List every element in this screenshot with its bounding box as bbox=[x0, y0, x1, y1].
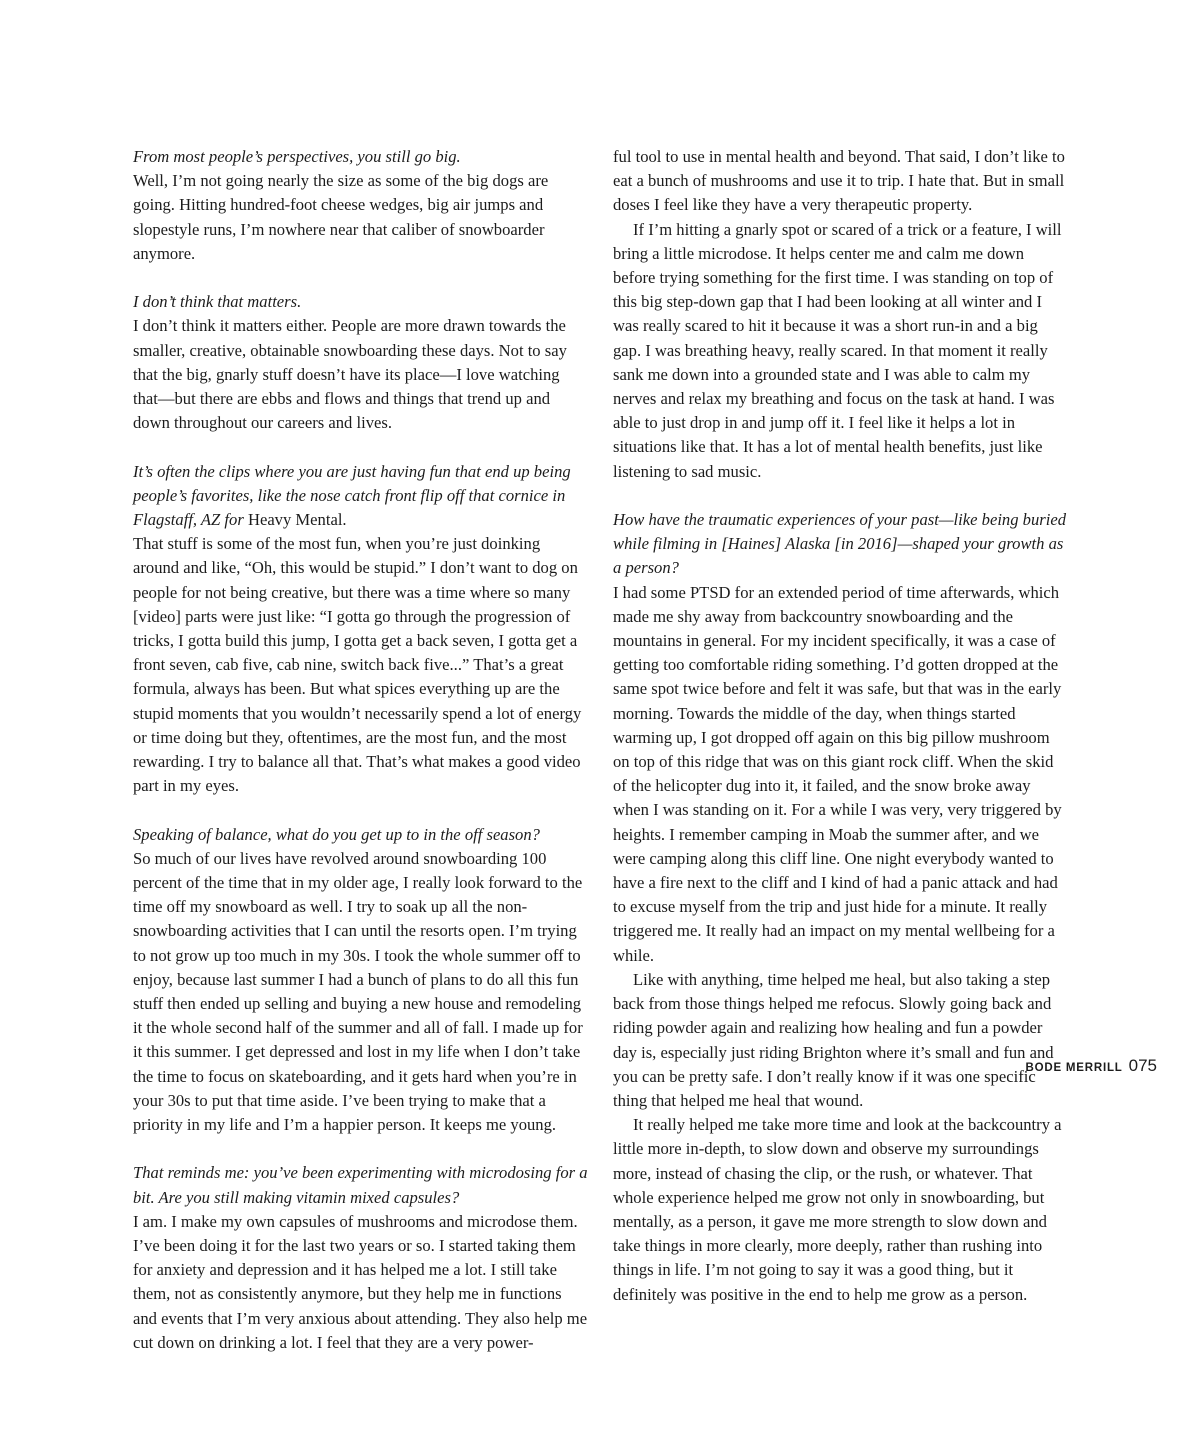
question: It’s often the clips where you are just having fun that end up being people’s favorites, like the nose catch front flip off that cornice in Flagstaff, AZ for bbox=[133, 461, 571, 530]
answer: So much of our lives have revolved around snowboarding 100 percent of the time that in my older age, I really look forward to the time off my snowboard as well. I try to soak up all the non-snowboarding activities that I can until the resorts open. I’m trying to not grow up too much in my 30s. I took the whole summer off to enjoy, because last summer I had a bunch of plans to do all this fun stuff then ended up selling and buying a new house and remodeling it the whole second half of the summer and all of fall. I made up for it this summer. I get depressed and lost in my life when I don’t take the time to focus on skateboarding, and it gets hard when you’re in your 30s to put that time aside. I’ve been trying to make that a priority in my life and I’m a happier person. It keeps me young. bbox=[133, 848, 583, 1135]
qa-block-5 bbox=[133, 1161, 588, 1355]
question: From most people’s perspectives, you still go big. bbox=[133, 147, 461, 166]
paragraph: It really helped me take more time and look at the backcountry a little more in-depth, to slow down and observe my surroundings more, instead of chasing the clip, or the rush, or whatever. That whole experience helped me grow not only in snowboarding, but mentally, as a person, it gave me more strength to slow down and take things in more clearly, more deeply, rather than rushing into things in life. I’m not going to say it was a good thing, but it definitely was positive in the end to help me grow as a person. bbox=[613, 1115, 1062, 1304]
question: That reminds me: you’ve been experimenting with microdosing for a bit. Are you still making vitamin mixed capsules? bbox=[133, 1163, 588, 1207]
paragraph: ful tool to use in mental health and beyond. That said, I don’t like to eat a bunch of mushrooms and use it to trip. I hate that. But in small doses I feel like they have a very therapeutic property. bbox=[613, 147, 1065, 215]
question: I don’t think that matters. bbox=[133, 292, 302, 312]
left-column bbox=[133, 145, 588, 1379]
answer: That stuff is some of the most fun, when you’re just doinking around and like, “Oh, this would be stupid.” I don’t want to dog on people for not being creative, but there was a time where so many [video] parts were just like: “I gotta go through the progression of tricks, I gotta build this jump, I gotta get a back seven, I gotta get a front seven, cab five, cab nine, switch back five...” That’s a great formula, always has been. But what spices everything up are the stupid moments that you wouldn’t necessarily spend a lot of energy or time doing but they, oftentimes, are the most fun, and the most rewarding. I try to balance all that. That’s what makes a good video part in my eyes. bbox=[133, 534, 582, 796]
paragraph: If I’m hitting a gnarly spot or scared of a trick or a feature, I will bring a little microdose. It helps center me and calm me down before trying something for the first time. I was standing on top of this big step-down gap that I had been looking at all winter and I was really scared to hit it because it was a short run-in and a big gap. I was breathing heavy, really scared. In that moment it really sank me down into a grounded state and I was able to calm my nerves and relax my breathing and focus on the task at hand. I was able to just drop in and jump off it. I feel like it helps a lot in situations like that. It has a lot of mental health benefits, just like listening to sad music. bbox=[613, 219, 1062, 481]
paragraph: Like with anything, time helped me heal, but also taking a step back from those things helped me refocus. Slowly going back and riding powder again and realizing how healing and fun a powder day is, especially just riding Brighton where it’s small and fun and you can be pretty safe. I don’t really know if it was one specific thing that helped me heal that wound. bbox=[613, 969, 1054, 1110]
question-line bbox=[133, 460, 588, 533]
page-footer bbox=[1026, 1056, 1158, 1076]
answer: I am. I make my own capsules of mushrooms and microdose them. I’ve been doing it for the last two years or so. I started taking them for anxiety and depression and it has helped me a lot. I still take them, not as consistently anymore, but they help me in functions and events that I’m very anxious about attending. They also help me cut down on drinking a lot. I feel that they are a very power- bbox=[133, 1211, 588, 1352]
qa-block-2 bbox=[133, 290, 588, 435]
question: How have the traumatic experiences of your past—like being buried while filming in [Haines] Alaska [in 2016]—shaped your growth as a person? bbox=[613, 510, 1066, 578]
question: Speaking of balance, what do you get up to in the off season? bbox=[133, 824, 540, 844]
spacer bbox=[613, 484, 1068, 508]
right-column bbox=[613, 145, 1068, 1307]
answer: I don’t think it matters either. People are more drawn towards the smaller, creative, obtainable snowboarding these days. Not to say that the big, gnarly stuff doesn’t have its place—I love watching that—but there are ebbs and flows and things that trend up and down throughout our careers and lives. bbox=[133, 316, 567, 433]
page-number: 075 bbox=[1128, 1056, 1157, 1075]
answer: I had some PTSD for an extended period of time afterwards, which made me shy away from backcountry snowboarding and the mountains in general. For my incident specifically, it was a case of getting too comfortable riding something. I’d gotten dropped at the same spot twice before and felt it was safe, but that was in the early morning. Towards the middle of the day, when things started warming up, I got dropped off again on this big pillow mushroom on top of this ridge that was on this giant rock cliff. When the skid of the helicopter dug into it, it failed, and the snow broke away when I was standing on it. For a while I was very, very triggered by heights. I remember camping in Moab the summer after, and we were camping along this cliff line. One night everybody wanted to have a fire next to the cliff and I kind of had a panic attack and had to excuse myself from the trip and just hide for a minute. It really triggered me. It really had an impact on my mental wellbeing for a while. bbox=[613, 582, 1062, 965]
film-title: Heavy Mental. bbox=[247, 510, 347, 530]
qa-block-4 bbox=[133, 823, 588, 1138]
footer-name: BODE MERRILL bbox=[1025, 1062, 1123, 1074]
answer: Well, I’m not going nearly the size as some of the big dogs are going. Hitting hundred-foot cheese wedges, big air jumps and slopestyle runs, I’m nowhere near that caliber of snowboarder anymore. bbox=[133, 171, 549, 263]
qa-block-1 bbox=[133, 145, 588, 266]
qa-block-3 bbox=[133, 460, 588, 799]
